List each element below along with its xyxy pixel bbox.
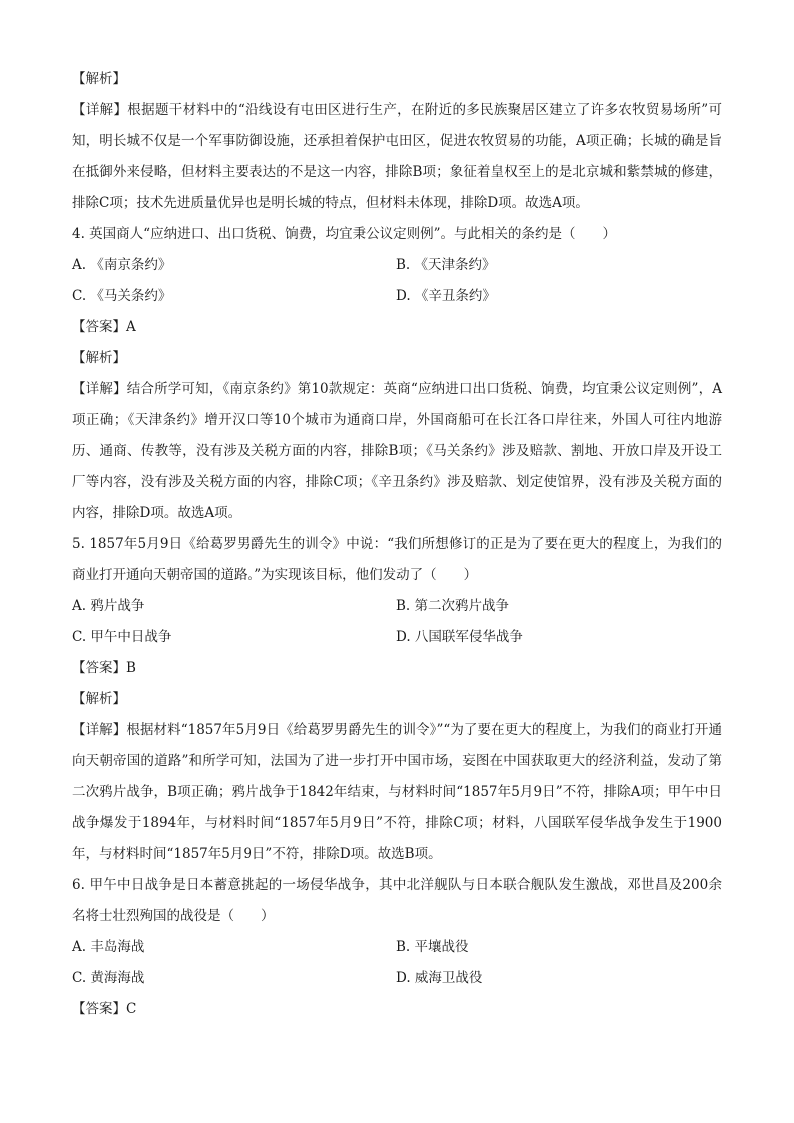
option-b: B. 第二次鸦片战争: [396, 598, 510, 614]
detail-text: 根据材料“1857年5月9日《给葛罗男爵先生的训令》”“为了要在更大的程度上，为我们的商业打开通向天朝帝国的道路”和所学可知，法国为了进一步打开中国市场，妄图在中国获取更大的经济利益，发动了第二次鸦片战争，B项正确；鸦片战争于1842年结束，与材料时间“1857年5月9日”不符，排除A项；甲午中日战争爆发于1894年，与材料时间“1857年5月9日”不符，排除C项；材料，八国联军侵华战争发生于1900年，与材料时间“1857年5月9日”不符，排除D项。故选B项。: [72, 722, 722, 862]
option-d: D. 《辛丑条约》: [396, 288, 496, 304]
question-6-options-row-2: [72, 963, 722, 994]
question-4-stem: 4. 英国商人“应纳进口、出口货税、饷费，均宜秉公议定则例”。与此相关的条约是（ ）: [72, 226, 616, 242]
document-page: [72, 64, 722, 1025]
answer-line-q6: [72, 994, 722, 1025]
detail-label: 【详解】: [72, 102, 128, 118]
answer-value: B: [126, 660, 136, 676]
option-b: B. 平壤战役: [396, 939, 469, 955]
option-c: C. 《马关条约》: [72, 288, 172, 304]
question-5-options-row-2: [72, 622, 722, 653]
option-d: D. 威海卫战役: [396, 970, 483, 986]
answer-value: A: [126, 319, 136, 335]
question-5-options-row-1: [72, 591, 722, 622]
option-a: A. 《南京条约》: [72, 257, 172, 273]
detail-paragraph-q5: [72, 715, 722, 870]
option-a: A. 鸦片战争: [72, 598, 145, 614]
question-5-stem: 5. 1857年5月9日《给葛罗男爵先生的训令》中说：“我们所想修订的正是为了要在更大的程度上，为我们的商业打开通向天朝帝国的道路。”为实现该目标，他们发动了（ ）: [72, 536, 722, 583]
option-c: C. 甲午中日战争: [72, 629, 172, 645]
question-4-options-row-1: [72, 250, 722, 281]
answer-line-q4: [72, 312, 722, 343]
analysis-heading-q5: 【解析】: [72, 691, 126, 707]
detail-paragraph-q3: [72, 95, 722, 219]
option-a: A. 丰岛海战: [72, 939, 145, 955]
detail-text: 结合所学可知，《南京条约》第10款规定：英商“应纳进口出口货税、饷费，均宜秉公议定则例”，A项正确；《天津条约》增开汉口等10个城市为通商口岸，外国商船可在长江各口岸往来，外国人可往内地游历、通商、传教等，没有涉及关税方面的内容，排除B项；《马关条约》涉及赔款、割地、开放口岸及开设工厂等内容，没有涉及关税方面的内容，排除C项；《辛丑条约》涉及赔款、划定使馆界，没有涉及关税方面的内容，排除D项。故选A项。: [72, 381, 723, 521]
detail-text: 根据题干材料中的“沿线设有屯田区进行生产，在附近的多民族聚居区建立了许多农牧贸易场所”可知，明长城不仅是一个军事防御设施，还承担着保护屯田区，促进农牧贸易的功能，A项正确；长城的确是旨在抵御外来侵略，但材料主要表达的不是这一内容，排除B项；象征着皇权至上的是北京城和紫禁城的修建，排除C项；技术先进质量优异也是明长城的特点，但材料未体现，排除D项。故选A项。: [72, 102, 722, 211]
question-6-stem: 6. 甲午中日战争是日本蓄意挑起的一场侵华战争，其中北洋舰队与日本联合舰队发生激战，邓世昌及200余名将士壮烈殉国的战役是（ ）: [72, 877, 722, 924]
detail-paragraph-q4: [72, 374, 722, 529]
answer-label: 【答案】: [72, 1001, 126, 1017]
answer-label: 【答案】: [72, 319, 126, 335]
detail-label: 【详解】: [72, 722, 127, 738]
analysis-heading: 【解析】: [72, 71, 126, 87]
analysis-heading-q4: 【解析】: [72, 350, 126, 366]
detail-label: 【详解】: [72, 381, 127, 397]
question-6-options-row-1: [72, 932, 722, 963]
answer-label: 【答案】: [72, 660, 126, 676]
option-c: C. 黄海海战: [72, 970, 145, 986]
option-b: B. 《天津条约》: [396, 257, 496, 273]
option-d: D. 八国联军侵华战争: [396, 629, 523, 645]
question-4-options-row-2: [72, 281, 722, 312]
answer-line-q5: [72, 653, 722, 684]
answer-value: C: [126, 1001, 137, 1017]
